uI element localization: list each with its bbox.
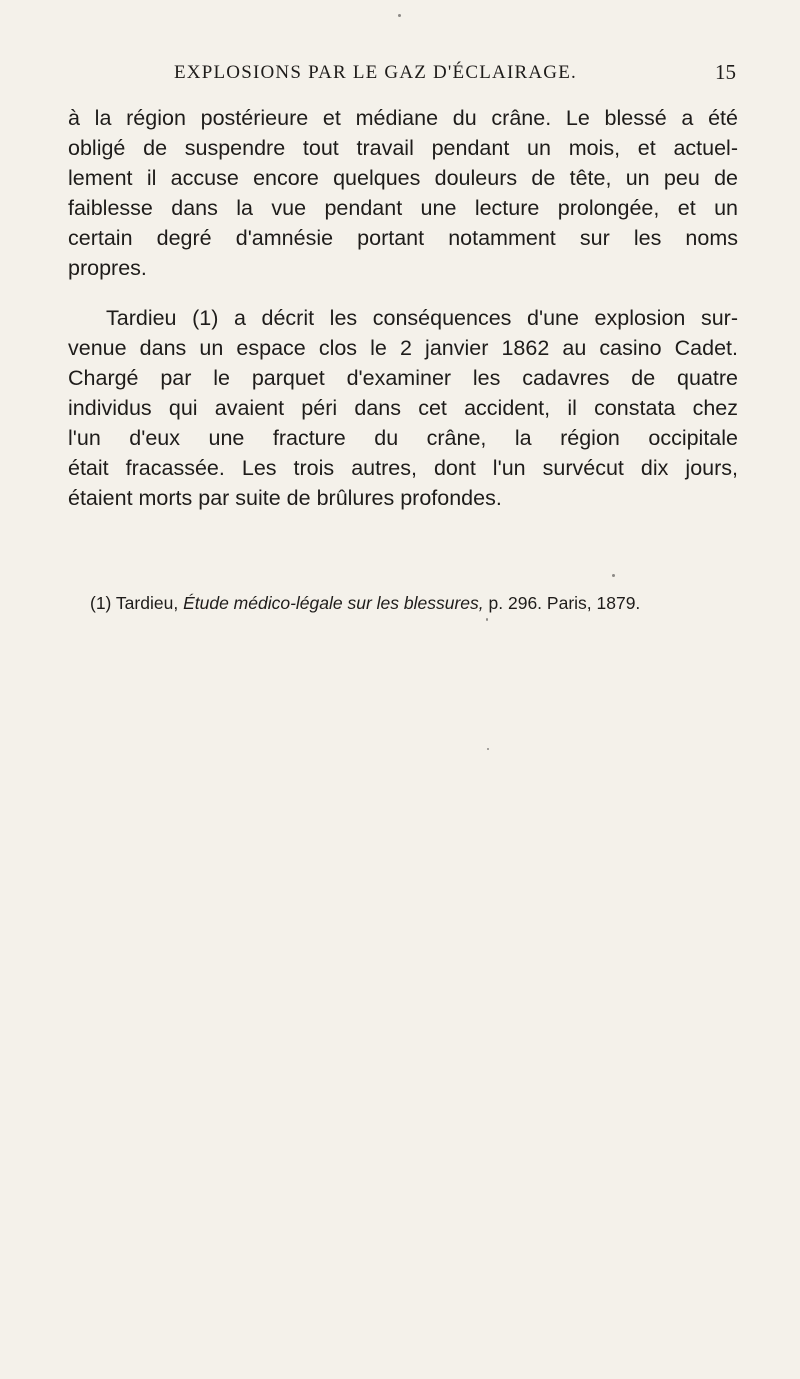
- footnote: [90, 593, 770, 614]
- running-head: [68, 62, 786, 92]
- text-line: obligé de suspendre tout travail pendant un mois, et actuel-: [68, 136, 738, 160]
- paper-speck: [612, 574, 615, 577]
- text-line: était fracassée. Les trois autres, dont l'un survécut dix jours,: [68, 456, 738, 480]
- text-line: propres.: [68, 256, 147, 280]
- running-title: EXPLOSIONS PAR LE GAZ D'ÉCLAIRAGE.: [174, 62, 577, 83]
- paper-speck: [486, 618, 488, 621]
- paragraph-gap: [68, 283, 738, 303]
- page-number: 15: [715, 60, 736, 84]
- text-line: Tardieu (1) a décrit les conséquences d'une explosion sur-: [106, 306, 738, 330]
- text-line: l'un d'eux une fracture du crâne, la région occipitale: [68, 426, 738, 450]
- text-line: Chargé par le parquet d'examiner les cadavres de quatre: [68, 366, 738, 390]
- paper-speck: [398, 14, 401, 17]
- footnote-marker: (1) Tardieu,: [90, 593, 179, 613]
- footnote-work-title: Étude médico-légale sur les blessures,: [183, 593, 484, 613]
- paragraph-1: [68, 103, 738, 283]
- text-line: venue dans un espace clos le 2 janvier 1862 au casino Cadet.: [68, 336, 738, 360]
- footnote-reference: p. 296. Paris, 1879.: [488, 593, 641, 613]
- text-line: à la région postérieure et médiane du crâne. Le blessé a été: [68, 106, 738, 130]
- paragraph-2: [68, 303, 738, 513]
- text-line: individus qui avaient péri dans cet accident, il constata chez: [68, 396, 738, 420]
- text-line: faiblesse dans la vue pendant une lecture prolongée, et un: [68, 196, 738, 220]
- text-line: certain degré d'amnésie portant notamment sur les noms: [68, 226, 738, 250]
- body-text: [68, 103, 738, 513]
- text-line: lement il accuse encore quelques douleurs de tête, un peu de: [68, 166, 738, 190]
- paper-speck: [487, 748, 489, 750]
- text-line: étaient morts par suite de brûlures profondes.: [68, 486, 502, 510]
